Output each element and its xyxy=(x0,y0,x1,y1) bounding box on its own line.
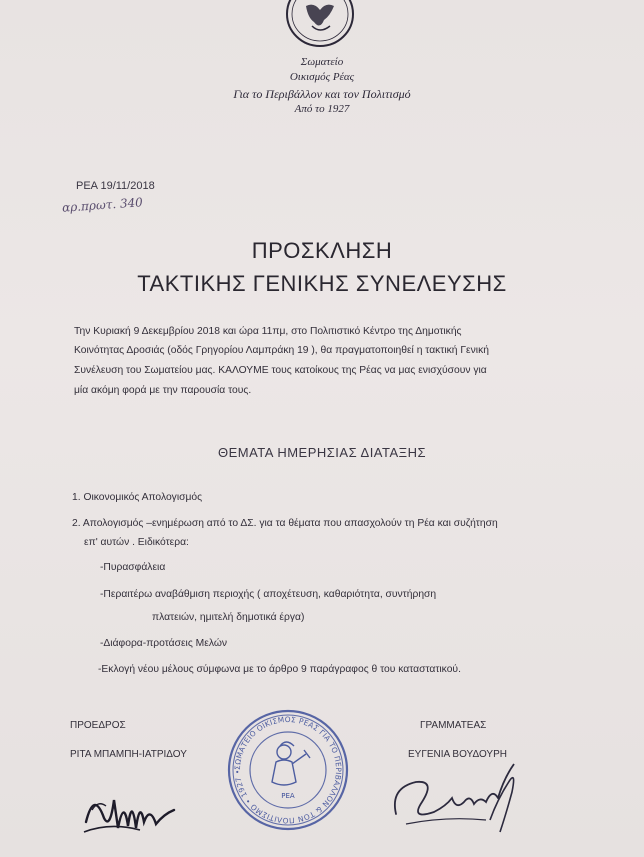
agenda-title: ΘΕΜΑΤΑ ΗΜΕΡΗΣΙΑΣ ΔΙΑΤΑΞΗΣ xyxy=(217,445,427,460)
agenda-sub-2-line-1: -Περαιτέρω αναβάθμιση περιοχής ( αποχέτευση, καθαριότητα, συντήρηση xyxy=(100,589,437,600)
document-title-line-2: ΤΑΚΤΙΚΗΣ ΓΕΝΙΚΗΣ ΣΥΝΕΛΕΥΣΗΣ xyxy=(137,271,507,296)
stamp-center-text: ΡΕΑ xyxy=(281,792,295,800)
body-line-1: Την Κυριακή 9 Δεκεμβρίου 2018 και ώρα 11πμ, στο Πολιτιστικό Κέντρο της Δημοτικής xyxy=(74,326,462,337)
secretary-title: ΓΡΑΜΜΑΤΕΑΣ xyxy=(420,720,487,731)
secretary-signature xyxy=(386,758,526,838)
official-stamp xyxy=(226,708,350,832)
association-line-1: Σωματείο xyxy=(300,56,344,68)
agenda-sub-3: -Διάφορα-προτάσεις Μελών xyxy=(100,638,228,649)
document-title-line-1: ΠΡΟΣΚΛΗΣΗ xyxy=(251,238,393,263)
president-title: ΠΡΟΕΔΡΟΣ xyxy=(70,720,126,731)
secretary-name: ΕΥΓΕΝΙΑ ΒΟΥΔΟΥΡΗ xyxy=(408,749,507,760)
body-line-2: Κοινότητας Δροσιάς (οδός Γρηγορίου Λαμπράκη 19 ), θα πραγματοποιηθεί η τακτική Γενική xyxy=(74,345,489,356)
stamp-ring-text: ΣΩΜΑΤΕΙΟ ΟΙΚΙΣΜΟΣ ΡΕΑΣ ΓΙΑ ΤΟ ΠΕΡΙΒΑΛΛΟΝ & ΤΟΝ ΠΟΛΙΤΙΣΜΟ • 1927 • xyxy=(232,714,344,826)
association-line-2: Οικισμός Ρέας xyxy=(289,71,355,83)
president-signature xyxy=(80,770,180,840)
agenda-item-2-line-2: επ' αυτών . Ειδικότερα: xyxy=(84,537,189,548)
president-name: ΡΙΤΑ ΜΠΑΜΠΗ-ΙΑΤΡΙΔΟΥ xyxy=(70,749,187,760)
body-line-4: μία ακόμη φορά με την παρουσία τους. xyxy=(74,385,252,396)
association-logo xyxy=(284,0,356,48)
body-line-3: Συνέλευση του Σωματείου μας. ΚΑΛΟΥΜΕ τους κατοίκους της Ρέας να μας ενισχύσουν για xyxy=(74,365,487,376)
agenda-sub-1: -Πυρασφάλεια xyxy=(100,562,166,573)
agenda-sub-2-line-2: πλατειών, ημιτελή δημοτικά έργα) xyxy=(152,612,305,623)
association-line-4: Από το 1927 xyxy=(294,103,350,115)
agenda-item-1: 1. Οικονομικός Απολογισμός xyxy=(72,492,203,503)
agenda-sub-4: -Εκλογή νέου μέλους σύμφωνα με το άρθρο 9 παράγραφος θ του καταστατικού. xyxy=(98,664,461,675)
protocol-number-handwritten: αρ.πρωτ. 340 xyxy=(61,195,144,215)
place-date: ΡΕΑ 19/11/2018 xyxy=(76,180,155,192)
association-line-3: Για το Περιβάλλον και τον Πολιτισμό xyxy=(233,87,411,101)
agenda-item-2-line-1: 2. Απολογισμός –ενημέρωση από το ΔΣ. για τα θέματα που απασχολούν τη Ρέα και συζήτηση xyxy=(72,518,498,529)
